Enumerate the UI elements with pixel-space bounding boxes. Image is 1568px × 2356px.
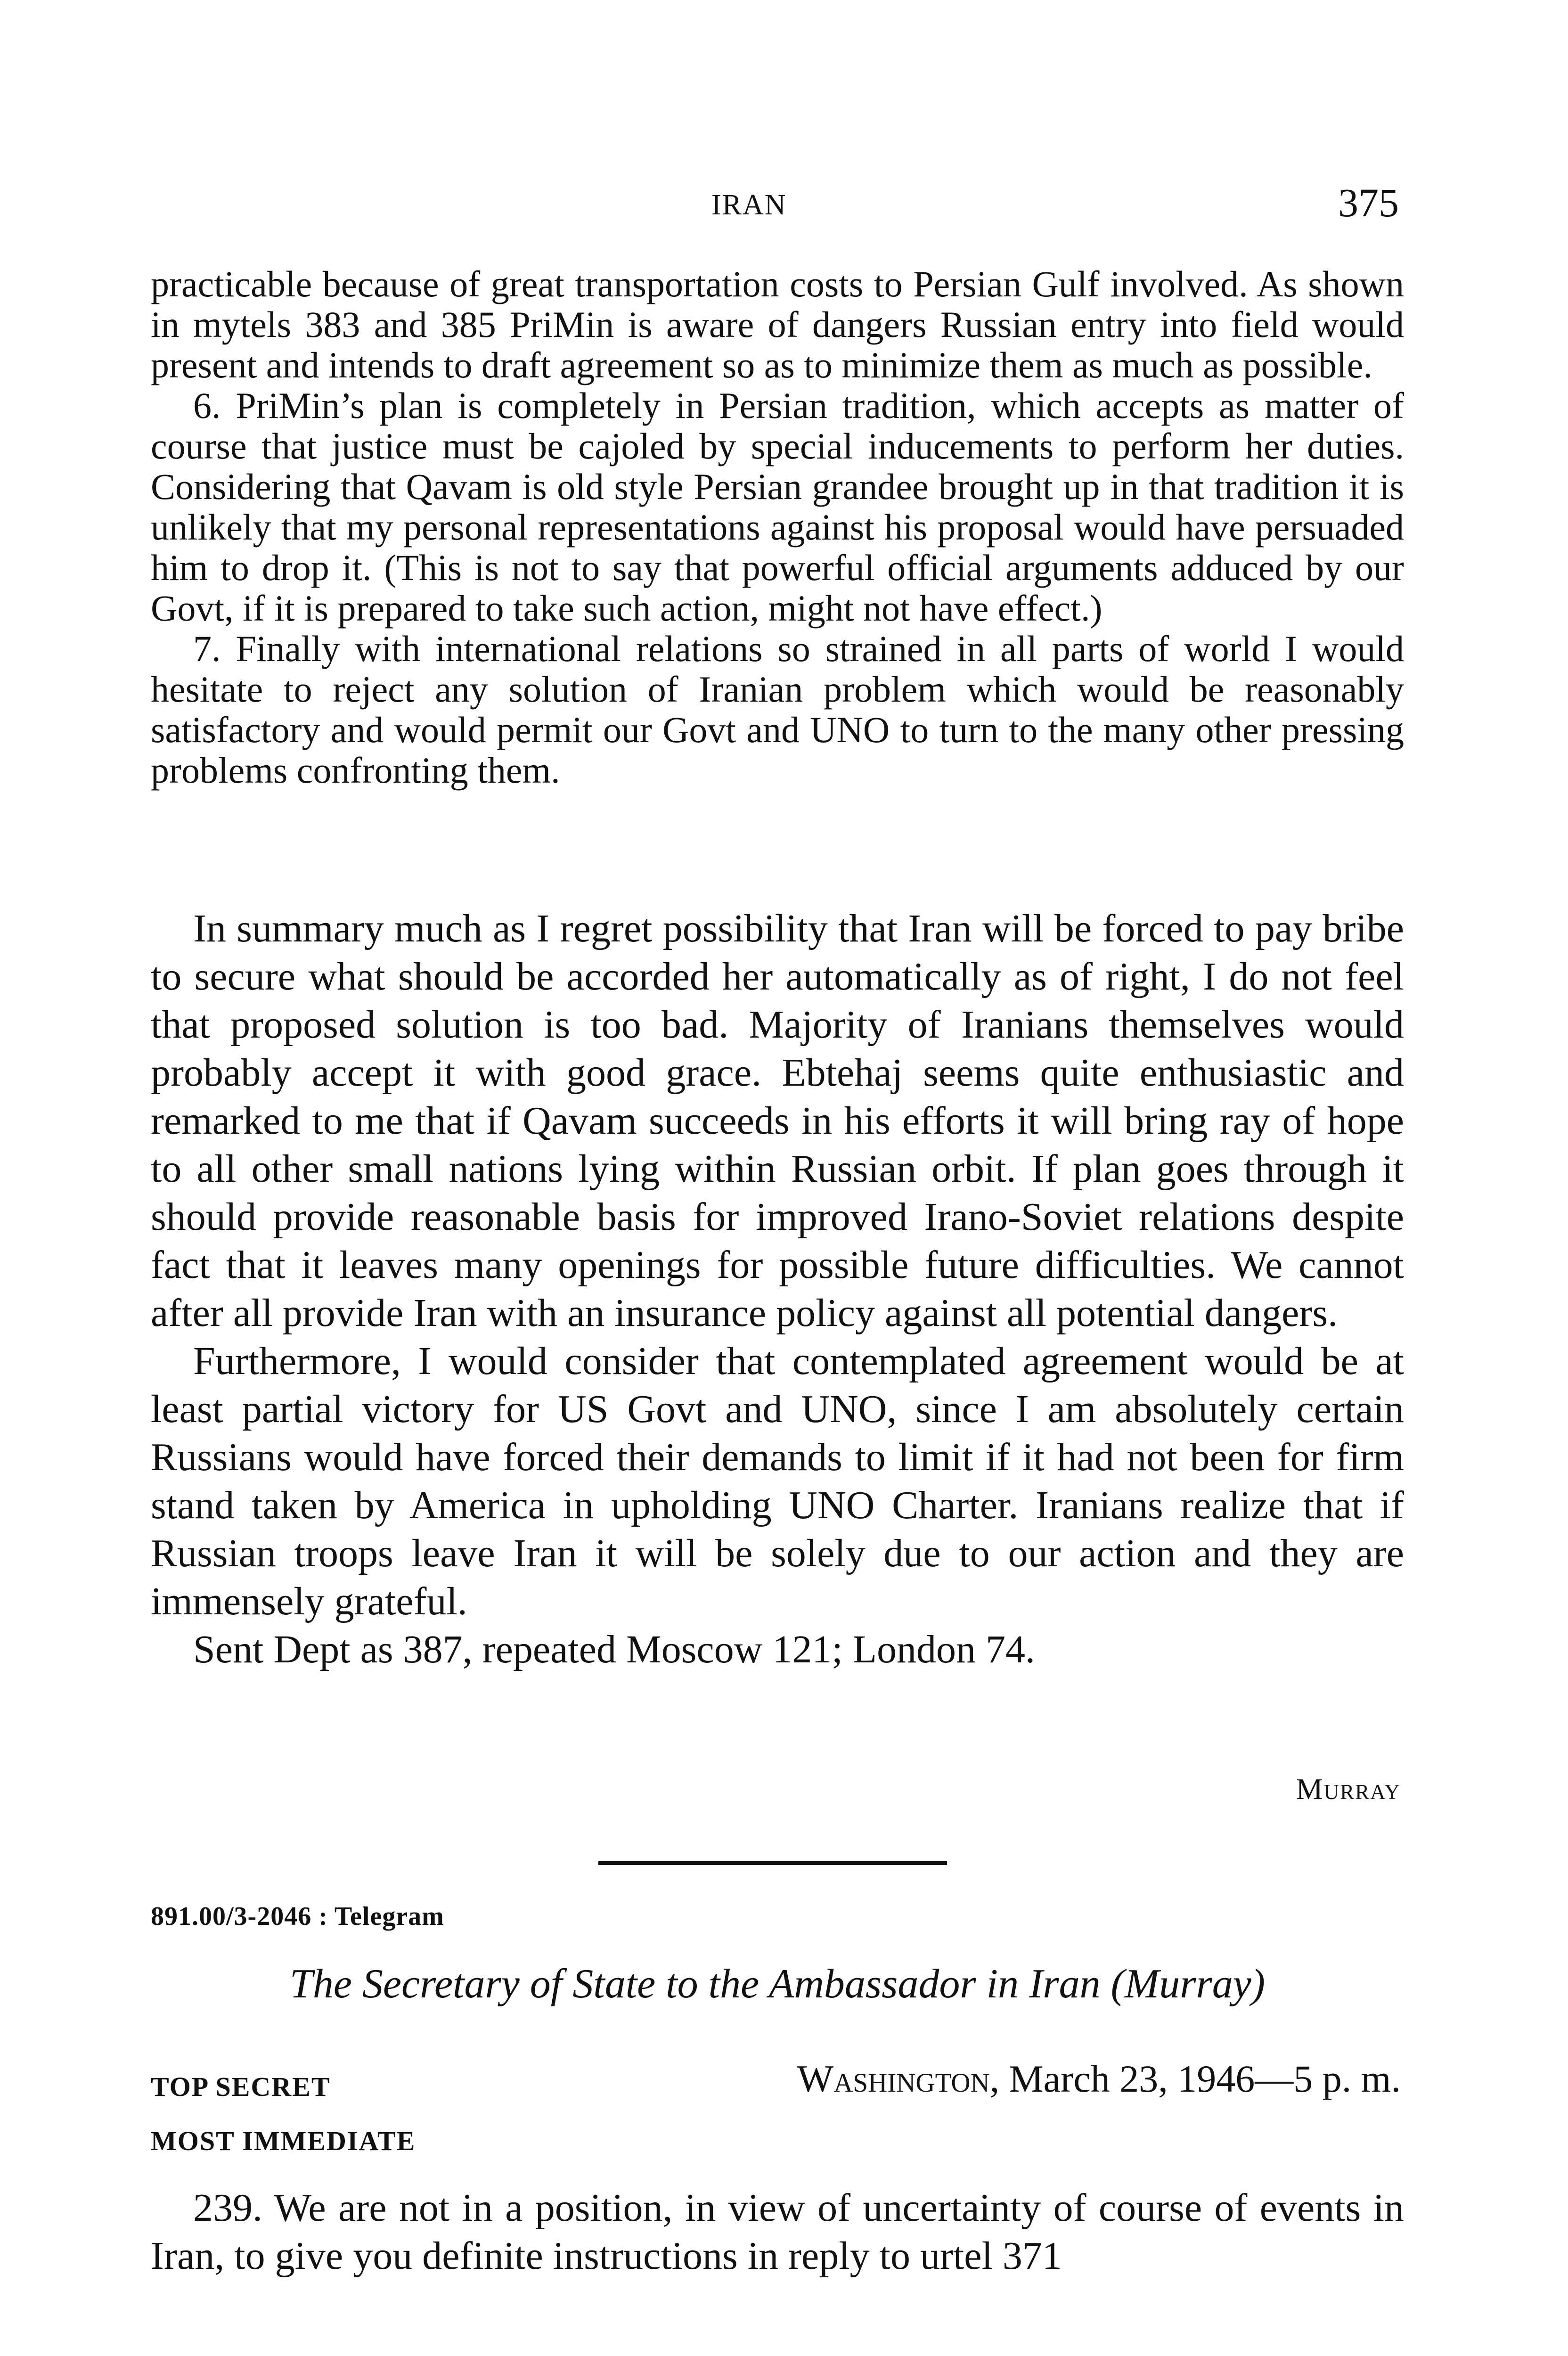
dateline-place: Washington, [797, 2057, 1000, 2100]
telegram-paragraph: practicable because of great transportation costs to Persian Gulf involved. As shown in mytels 383 and 385 PriMin is aware of dangers Russian entry into field would present and intends to draft agreement so as to minimize them as much as possible. [151, 263, 1404, 385]
document-title: The Secretary of State to the Ambassador in Iran (Murray) [289, 1961, 1266, 2007]
telegram-paragraph: 6. PriMin’s plan is completely in Persian tradition, which accepts as matter of course that justice must be cajoled by special inducements to perform her duties. Considering that Qavam is old style Persian grandee brought up in that tradition it is unlikely that my personal representations against his proposal would have persuaded him to drop it. (This is not to say that powerful official arguments adduced by our Govt, if it is prepared to take such action, might not have effect.) [151, 385, 1404, 629]
summary-section [151, 905, 1404, 1674]
dateline-date: March 23, 1946—5 p. m. [999, 2057, 1401, 2100]
telegram-body [151, 2184, 1404, 2280]
telegram-continuation [151, 264, 1404, 791]
telegram-paragraph: 7. Finally with international relations so strained in all parts of world I would hesitate to reject any solution of Iranian problem which would be reasonably satisfactory and would permit our Govt and UNO to turn to the many other pressing problems confronting them. [151, 628, 1404, 791]
summary-paragraph: Furthermore, I would consider that contemplated agreement would be at least partial victory for US Govt and UNO, since I am absolutely certain Russians would have forced their demands to limit if it had not been for firm stand taken by America in upholding UNO Charter. Iranians realize that if Russian troops leave Iran it will be solely due to our action and they are immensely grateful. [151, 1339, 1404, 1623]
sent-line: Sent Dept as 387, repeated Moscow 121; London 74. [193, 1628, 1036, 1671]
page-number: 375 [1338, 180, 1399, 225]
file-reference: 891.00/3-2046 : Telegram [151, 1902, 444, 1931]
section-divider [598, 1861, 947, 1865]
body-paragraph: 239. We are not in a position, in view of uncertainty of course of events in Iran, to give you definite instructions in reply to urtel 371 [151, 2186, 1404, 2278]
summary-paragraph: In summary much as I regret possibility that Iran will be forced to pay bribe to secure what should be accorded her automatically as of right, I do not feel that proposed solution is too bad. Majority of Iranians themselves would probably accept it with good grace. Ebtehaj seems quite enthusiastic and remarked to me that if Qavam succeeds in his efforts it will bring ray of hope to all other small nations lying within Russian orbit. If plan goes through it should provide reasonable basis for improved Irano-Soviet relations despite fact that it leaves many openings for possible future difficulties. We cannot after all provide Iran with an insurance policy against all potential dangers. [151, 907, 1404, 1335]
running-head: IRAN [711, 189, 787, 221]
signature: Murray [1296, 1772, 1401, 1806]
classification-most-immediate: MOST IMMEDIATE [151, 2126, 416, 2156]
dateline [797, 2057, 1401, 2101]
classification-top-secret: TOP SECRET [151, 2071, 331, 2102]
